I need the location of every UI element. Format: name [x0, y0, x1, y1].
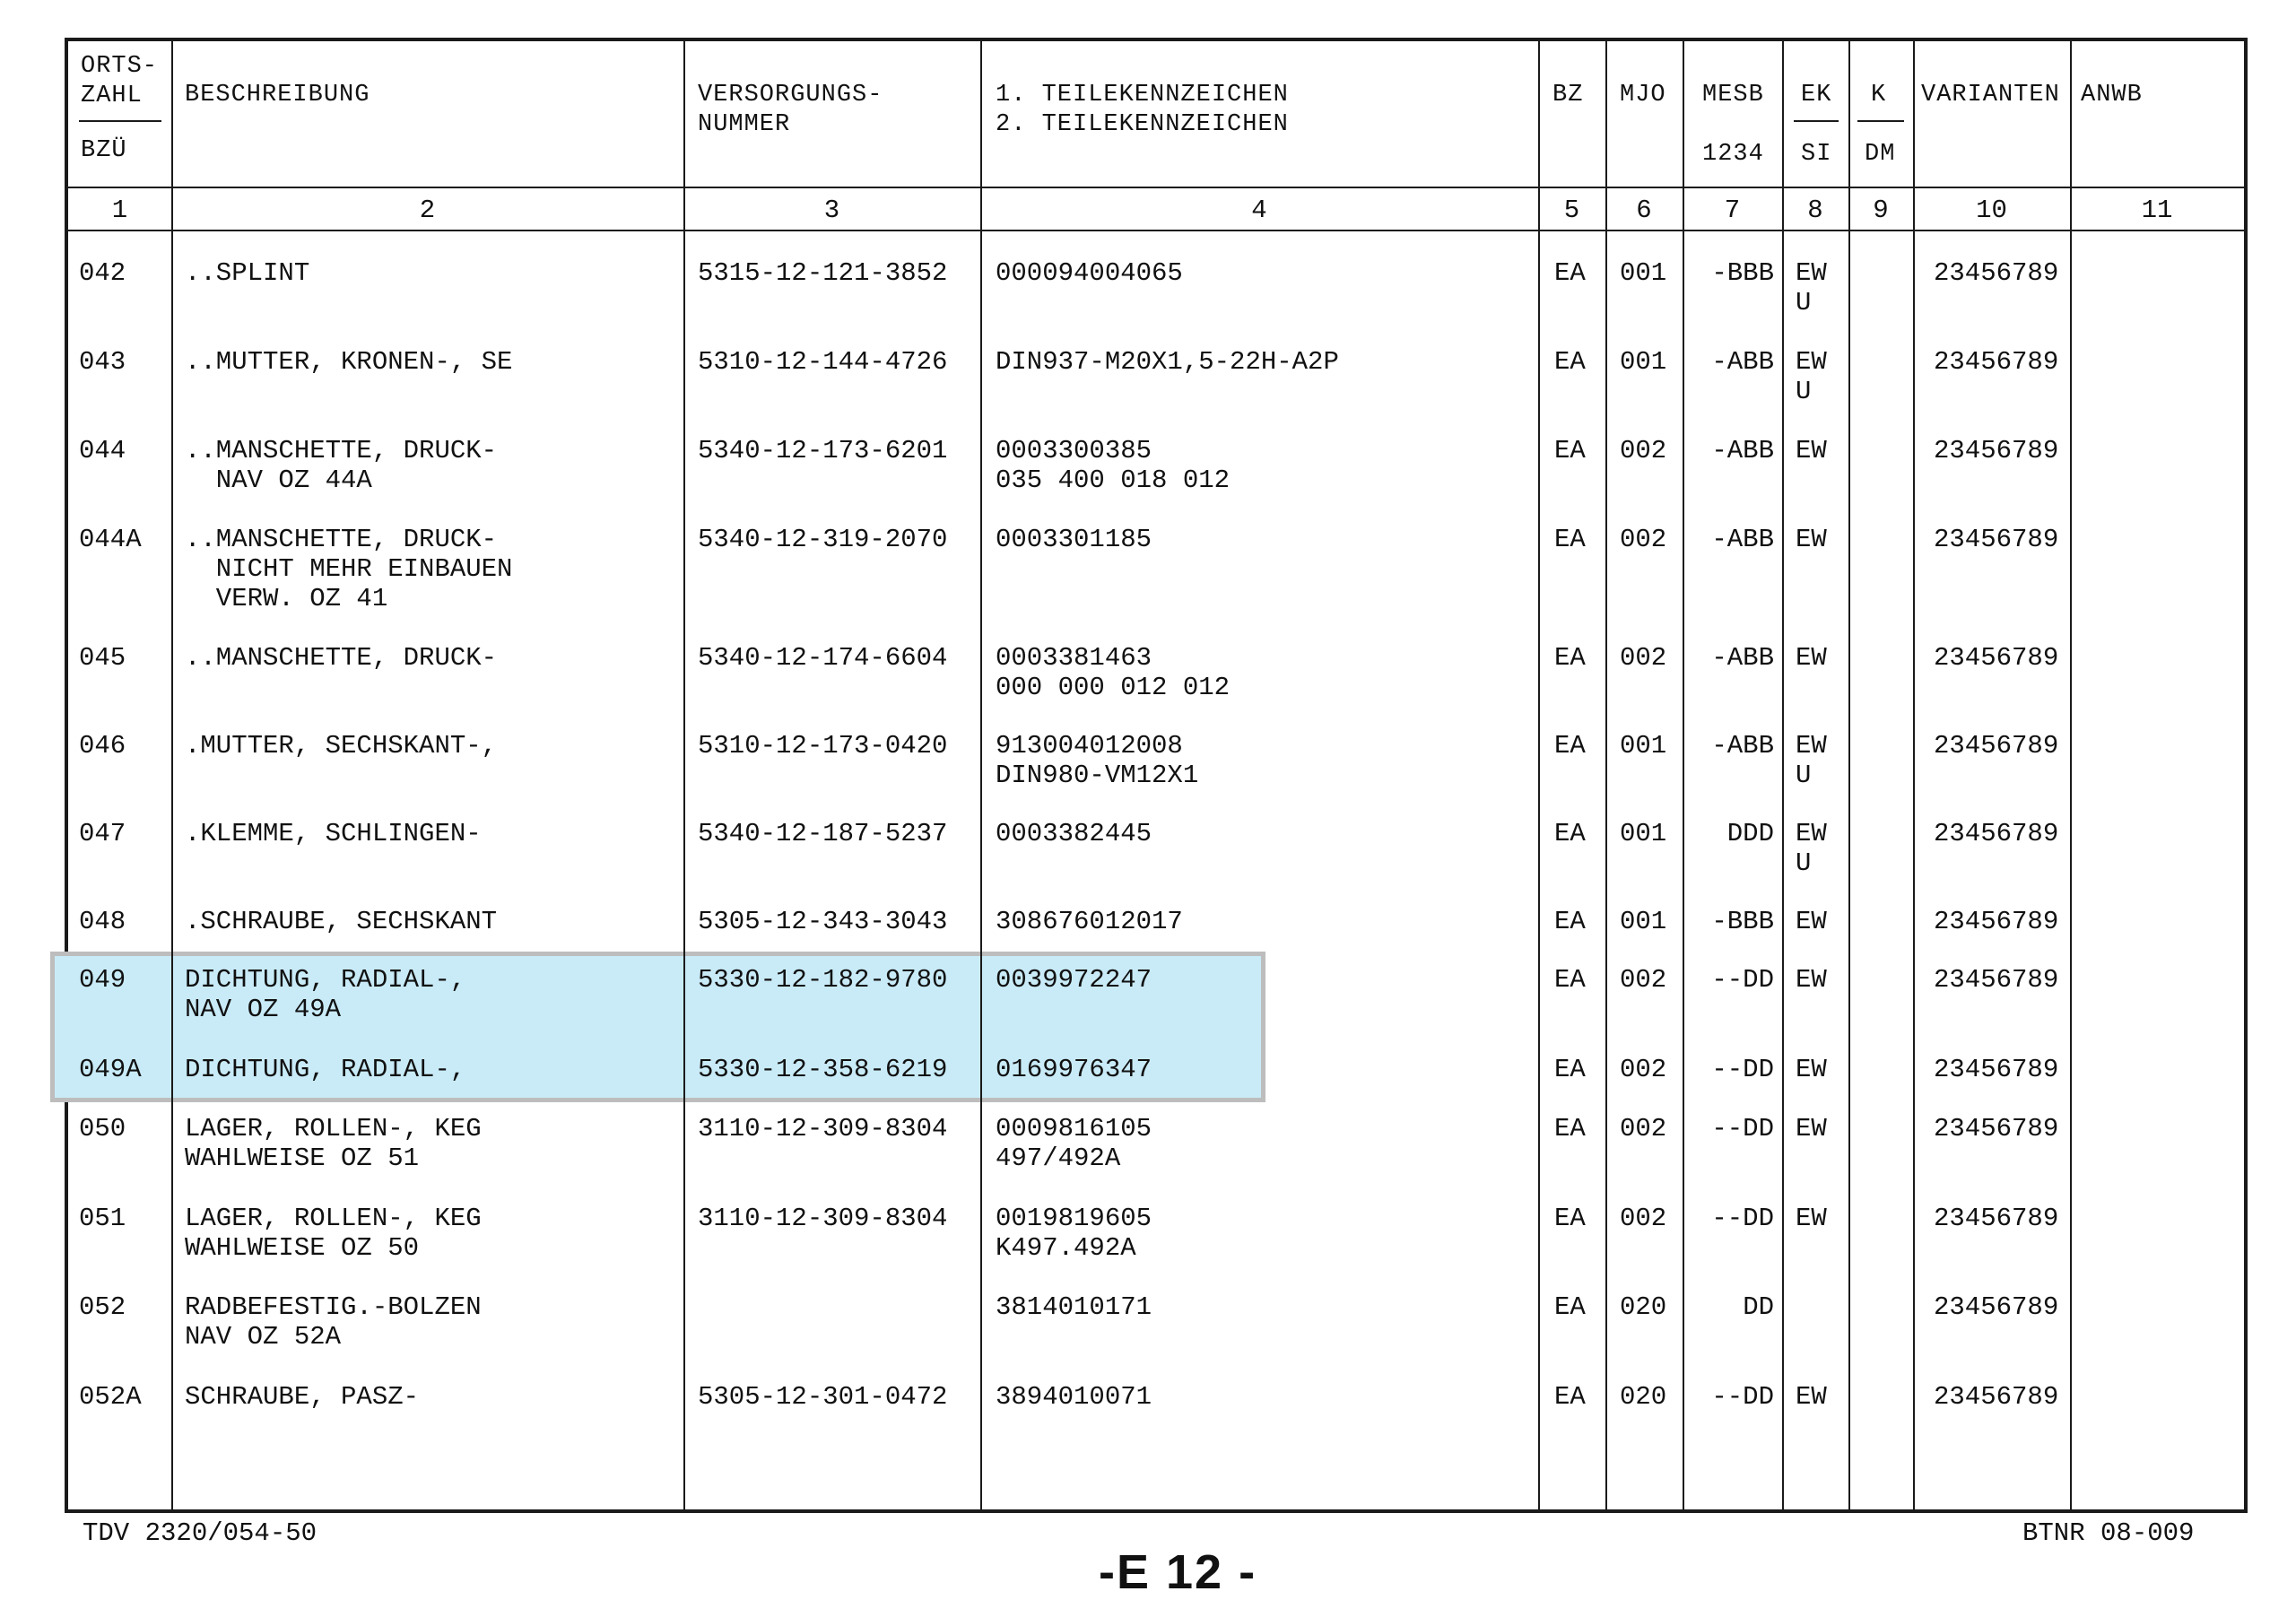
column-number: 4 — [1251, 196, 1267, 225]
cell-mesb: -ABB — [1711, 643, 1774, 673]
cell-varianten: 23456789 — [1934, 525, 2059, 554]
cell-varianten: 23456789 — [1934, 436, 2059, 465]
cell-ortszahl: 049 — [79, 965, 126, 995]
cell-bz: EA — [1554, 258, 1586, 288]
header-rule — [68, 187, 2244, 188]
cell-versorgungsnummer: 5340-12-173-6201 — [698, 436, 948, 465]
cell-bz: EA — [1554, 1382, 1586, 1412]
column-rule — [1848, 41, 1850, 1509]
cell-beschreibung: .MUTTER, SECHSKANT-, — [185, 731, 498, 761]
cell-bz: EA — [1554, 1055, 1586, 1084]
column-number: 5 — [1563, 196, 1580, 225]
cell-ortszahl: 044 — [79, 436, 126, 465]
cell-mjo: 002 — [1620, 1204, 1667, 1233]
cell-mjo: 002 — [1620, 436, 1667, 465]
cell-beschreibung: ..MUTTER, KRONEN-, SE — [185, 347, 513, 377]
cell-varianten: 23456789 — [1934, 965, 2059, 995]
cell-bz: EA — [1554, 643, 1586, 673]
column-rule — [171, 41, 173, 1509]
cell-mjo: 020 — [1620, 1382, 1667, 1412]
column-rule — [683, 41, 685, 1509]
cell-beschreibung: .SCHRAUBE, SECHSKANT — [185, 907, 498, 936]
cell-teilekennzeichen: DIN937-M20X1,5-22H-A2P — [996, 347, 1339, 377]
cell-varianten: 23456789 — [1934, 1382, 2059, 1412]
cell-versorgungsnummer: 5305-12-301-0472 — [698, 1382, 948, 1412]
cell-ek: EW — [1796, 1055, 1827, 1084]
cell-beschreibung: ..SPLINT — [185, 258, 310, 288]
cell-teilekennzeichen: 0003382445 — [996, 819, 1152, 848]
cell-ortszahl: 045 — [79, 643, 126, 673]
cell-teilekennzeichen: 0169976347 — [996, 1055, 1152, 1084]
header-si: SI — [1801, 141, 1832, 168]
cell-mesb: --DD — [1711, 1382, 1774, 1412]
header-ortszahl: ORTS- ZAHL — [81, 53, 159, 109]
subheader-rule — [1794, 120, 1839, 122]
cell-bz: EA — [1554, 1204, 1586, 1233]
header-mjo: MJO — [1620, 82, 1666, 109]
cell-mesb: --DD — [1711, 1055, 1774, 1084]
cell-versorgungsnummer: 5340-12-174-6604 — [698, 643, 948, 673]
cell-ortszahl: 046 — [79, 731, 126, 761]
column-number: 8 — [1807, 196, 1823, 225]
cell-teilekennzeichen: 000094004065 — [996, 258, 1183, 288]
header-bzu: BZÜ — [81, 137, 127, 164]
cell-ek: EW — [1796, 907, 1827, 936]
footer-document-id: TDV 2320/054-50 — [83, 1518, 317, 1548]
cell-versorgungsnummer: 5340-12-187-5237 — [698, 819, 948, 848]
cell-ortszahl: 051 — [79, 1204, 126, 1233]
cell-bz: EA — [1554, 436, 1586, 465]
cell-bz: EA — [1554, 907, 1586, 936]
subheader-rule — [79, 120, 161, 122]
header-mesb: MESB — [1702, 82, 1764, 109]
cell-varianten: 23456789 — [1934, 258, 2059, 288]
cell-varianten: 23456789 — [1934, 907, 2059, 936]
cell-mjo: 001 — [1620, 907, 1667, 936]
cell-versorgungsnummer: 5330-12-358-6219 — [698, 1055, 948, 1084]
cell-varianten: 23456789 — [1934, 731, 2059, 761]
cell-versorgungsnummer: 5310-12-173-0420 — [698, 731, 948, 761]
cell-teilekennzeichen: 913004012008 DIN980-VM12X1 — [996, 731, 1199, 790]
header-versorgungsnummer: VERSORGUNGS- NUMMER — [698, 82, 883, 138]
cell-beschreibung: ..MANSCHETTE, DRUCK- NICHT MEHR EINBAUEN VERW. OZ 41 — [185, 525, 513, 613]
cell-mjo: 002 — [1620, 965, 1667, 995]
column-number: 10 — [1976, 196, 2007, 225]
cell-ortszahl: 042 — [79, 258, 126, 288]
header-anwb: ANWB — [2081, 82, 2143, 109]
cell-mesb: --DD — [1711, 1114, 1774, 1143]
cell-beschreibung: ..MANSCHETTE, DRUCK- NAV OZ 44A — [185, 436, 498, 495]
cell-ek: EW — [1796, 1114, 1827, 1143]
cell-mjo: 002 — [1620, 1055, 1667, 1084]
column-number: 9 — [1873, 196, 1889, 225]
cell-bz: EA — [1554, 965, 1586, 995]
cell-ek: EW — [1796, 965, 1827, 995]
cell-ortszahl: 048 — [79, 907, 126, 936]
cell-mesb: --DD — [1711, 965, 1774, 995]
parts-table — [65, 38, 2248, 1513]
cell-mesb: -ABB — [1711, 525, 1774, 554]
cell-teilekennzeichen: 308676012017 — [996, 907, 1183, 936]
cell-varianten: 23456789 — [1934, 819, 2059, 848]
cell-mesb: --DD — [1711, 1204, 1774, 1233]
cell-mjo: 001 — [1620, 258, 1667, 288]
cell-mjo: 002 — [1620, 1114, 1667, 1143]
column-number: 2 — [419, 196, 436, 225]
cell-beschreibung: DICHTUNG, RADIAL-, NAV OZ 49A — [185, 965, 466, 1024]
cell-ek: EW — [1796, 1204, 1827, 1233]
cell-mjo: 001 — [1620, 347, 1667, 377]
cell-versorgungsnummer: 5315-12-121-3852 — [698, 258, 948, 288]
cell-ortszahl: 047 — [79, 819, 126, 848]
cell-mesb: -ABB — [1711, 731, 1774, 761]
column-number: 1 — [111, 196, 128, 225]
cell-beschreibung: RADBEFESTIG.-BOLZEN NAV OZ 52A — [185, 1292, 482, 1352]
cell-bz: EA — [1554, 819, 1586, 848]
cell-mjo: 020 — [1620, 1292, 1667, 1322]
cell-versorgungsnummer: 5330-12-182-9780 — [698, 965, 948, 995]
header-rule — [68, 230, 2244, 231]
cell-ek: EW — [1796, 643, 1827, 673]
cell-varianten: 23456789 — [1934, 1204, 2059, 1233]
cell-mjo: 002 — [1620, 643, 1667, 673]
header-dm: DM — [1865, 141, 1896, 168]
cell-beschreibung: LAGER, ROLLEN-, KEG WAHLWEISE OZ 50 — [185, 1204, 482, 1263]
cell-mesb: DDD — [1726, 819, 1774, 848]
column-rule — [1913, 41, 1915, 1509]
cell-versorgungsnummer: 3110-12-309-8304 — [698, 1204, 948, 1233]
column-rule — [1538, 41, 1540, 1509]
cell-mjo: 001 — [1620, 731, 1667, 761]
column-rule — [1605, 41, 1607, 1509]
cell-varianten: 23456789 — [1934, 1292, 2059, 1322]
cell-mesb: -BBB — [1711, 907, 1774, 936]
cell-teilekennzeichen: 0009816105 497/492A — [996, 1114, 1152, 1173]
cell-ek: EW — [1796, 1382, 1827, 1412]
header-varianten: VARIANTEN — [1921, 82, 2060, 109]
cell-varianten: 23456789 — [1934, 643, 2059, 673]
column-number: 6 — [1636, 196, 1652, 225]
cell-bz: EA — [1554, 731, 1586, 761]
cell-mjo: 001 — [1620, 819, 1667, 848]
cell-beschreibung: DICHTUNG, RADIAL-, — [185, 1055, 466, 1084]
cell-teilekennzeichen: 0039972247 — [996, 965, 1152, 995]
cell-teilekennzeichen: 3814010171 — [996, 1292, 1152, 1322]
cell-ortszahl: 050 — [79, 1114, 126, 1143]
cell-mesb: DD — [1743, 1292, 1774, 1322]
cell-ek: EW — [1796, 525, 1827, 554]
cell-versorgungsnummer: 5310-12-144-4726 — [698, 347, 948, 377]
cell-varianten: 23456789 — [1934, 1055, 2059, 1084]
cell-ortszahl: 049A — [79, 1055, 142, 1084]
header-mesb-sub: 1234 — [1702, 141, 1764, 168]
footer-btnr: BTNR 08-009 — [2022, 1518, 2195, 1548]
cell-teilekennzeichen: 0003301185 — [996, 525, 1152, 554]
cell-bz: EA — [1554, 347, 1586, 377]
page-number: -E 12 - — [1099, 1545, 1257, 1599]
cell-teilekennzeichen: 0003381463 000 000 012 012 — [996, 643, 1231, 702]
cell-bz: EA — [1554, 525, 1586, 554]
column-rule — [980, 41, 982, 1509]
cell-beschreibung: ..MANSCHETTE, DRUCK- — [185, 643, 498, 673]
cell-ek: EW — [1796, 436, 1827, 465]
cell-ek: EW U — [1796, 258, 1827, 317]
cell-versorgungsnummer: 3110-12-309-8304 — [698, 1114, 948, 1143]
cell-versorgungsnummer: 5305-12-343-3043 — [698, 907, 948, 936]
cell-bz: EA — [1554, 1114, 1586, 1143]
cell-ek: EW U — [1796, 819, 1827, 878]
header-ek: EK — [1801, 82, 1832, 109]
cell-teilekennzeichen: 0019819605 K497.492A — [996, 1204, 1152, 1263]
header-teilekennzeichen: 1. TEILEKENNZEICHEN 2. TEILEKENNZEICHEN — [996, 82, 1289, 138]
cell-ek: EW U — [1796, 731, 1827, 790]
cell-mjo: 002 — [1620, 525, 1667, 554]
cell-teilekennzeichen: 0003300385 035 400 018 012 — [996, 436, 1231, 495]
column-rule — [2070, 41, 2072, 1509]
cell-beschreibung: .KLEMME, SCHLINGEN- — [185, 819, 482, 848]
column-rule — [1782, 41, 1784, 1509]
cell-varianten: 23456789 — [1934, 347, 2059, 377]
cell-mesb: -ABB — [1711, 436, 1774, 465]
header-beschreibung: BESCHREIBUNG — [185, 82, 370, 109]
cell-mesb: -BBB — [1711, 258, 1774, 288]
cell-ortszahl: 052A — [79, 1382, 142, 1412]
cell-ek: EW U — [1796, 347, 1827, 406]
header-bz: BZ — [1552, 82, 1584, 109]
subheader-rule — [1857, 120, 1904, 122]
cell-beschreibung: LAGER, ROLLEN-, KEG WAHLWEISE OZ 51 — [185, 1114, 482, 1173]
cell-varianten: 23456789 — [1934, 1114, 2059, 1143]
cell-versorgungsnummer: 5340-12-319-2070 — [698, 525, 948, 554]
column-number: 3 — [823, 196, 840, 225]
header-k: K — [1871, 82, 1887, 109]
cell-ortszahl: 052 — [79, 1292, 126, 1322]
cell-ortszahl: 044A — [79, 525, 142, 554]
cell-ortszahl: 043 — [79, 347, 126, 377]
cell-mesb: -ABB — [1711, 347, 1774, 377]
column-number: 11 — [2141, 196, 2173, 225]
column-number: 7 — [1724, 196, 1741, 225]
cell-teilekennzeichen: 3894010071 — [996, 1382, 1152, 1412]
cell-beschreibung: SCHRAUBE, PASZ- — [185, 1382, 420, 1412]
cell-bz: EA — [1554, 1292, 1586, 1322]
